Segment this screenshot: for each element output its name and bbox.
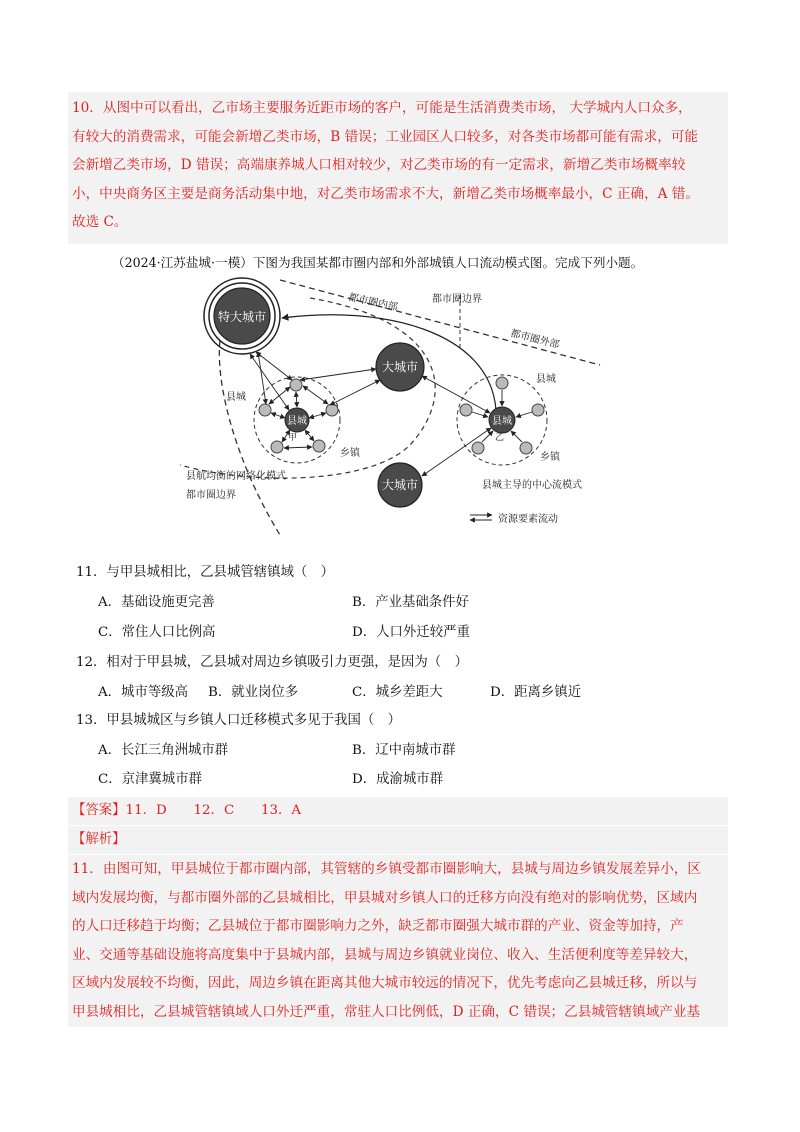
q11-option-b[interactable]: B．产业基础条件好 [352,595,469,610]
q13-option-c[interactable]: C．京津冀城市群 [98,772,202,787]
explanation-line-6: 甲县城相比，乙县城管辖镇域人口外迁严重，常驻人口比例低，D 正确，C 错误；乙县城管辖镇域产业基 [72,1003,701,1020]
explanation-line-4: 业、交通等基础设施将高度集中于县城内部，县城与周边乡镇就业岗位、收入、生活便利度等差异较大， [72,946,698,963]
label-central-mode: 县城主导的中心流模式 [482,480,582,491]
q12-option-c[interactable]: C．城乡差距大 [352,685,443,700]
question-12: 12．相对于甲县城，乙县城对周边乡镇吸引力更强，是因为（ ） [76,655,468,670]
yi-county-node [489,407,515,433]
metro-boundary-left [219,340,280,535]
population-flow-diagram [160,270,630,535]
q11-option-c[interactable]: C．常住人口比例高 [98,625,216,640]
label-metro-boundary-top: 都市圈边界 [432,294,482,305]
label-town-right: 乡镇 [540,452,560,463]
q12-option-d[interactable]: D．距离乡镇近 [490,685,582,700]
prev-line-4: 小，中央商务区主要是商务活动集中地，对乙类市场需求不大，新增乙类市场概率最小，C 正确，A 错。 [72,185,699,202]
label-metro-boundary-bottom: 都市圈边界 [186,490,236,501]
q11-option-a[interactable]: A．基础设施更完善 [98,595,215,610]
explanation-line-3: 的人口迁移趋于均衡；乙县城位于都市圈影响力之外，缺乏都市圈强大城市群的产业、资金等加持，产 [72,918,684,935]
explanation-block [68,855,728,1027]
q13-option-b[interactable]: B．辽中南城市群 [352,743,456,758]
megacity-node [204,278,280,354]
explanation-line-1: 11．由图可知，甲县城位于都市圈内部，其管辖的乡镇受都市圈影响大，县城与周边乡镇发展差异小，区 [72,861,702,877]
label-yi: 乙 [495,433,505,443]
q11-option-d[interactable]: D．人口外迁较严重 [352,625,470,640]
q12-option-b[interactable]: B．就业岗位多 [208,685,299,700]
legend-label: 资源要素流动 [498,514,558,525]
prev-line-1: 10．从图中可以看出，乙市场主要服务近距市场的客户，可能是生活消费类市场， 大学城内人口众多， [72,100,692,116]
label-jia: 甲 [288,433,298,443]
megacity-label: 特大城市 [217,310,267,324]
big-city-top-node [376,343,424,391]
prev-line-3: 会新增乙类市场，D 错误；高端康养城人口相对较少，对乙类市场的有一定需求，新增乙类市场概率较 [72,157,686,174]
label-county-right: 县城 [536,374,556,385]
q12-option-a[interactable]: A．城市等级高 [98,685,189,700]
previous-explanation [68,92,728,244]
label-balanced-mode: 县航均衡的网络化模式 [186,471,286,482]
svg-text:县城: 县城 [492,416,512,427]
prev-line-2: 有较大的消费需求，可能会新增乙类市场，B 错误；工业园区人口较多，对各类市场都可能有需求，可能 [72,128,699,145]
label-metro-outer: 都市圈外部 [509,328,561,352]
metro-boundary-line [280,280,600,365]
question-intro: （2024·江苏盐城·一模）下图为我国某都市圈内部和外部城镇人口流动模式图。完成下列小题。 [112,255,644,270]
prev-line-5: 故选 C。 [72,214,128,231]
question-13: 13．甲县城城区与乡镇人口迁移模式多见于我国（ ） [76,713,402,728]
label-town-left: 乡镇 [340,448,360,459]
answer-line: 【答案】11．D 12．C 13．A [68,797,728,825]
big-city-top-label: 大城市 [381,360,419,374]
q13-option-a[interactable]: A．长江三角洲城市群 [98,743,229,758]
q13-option-d[interactable]: D．成渝城市群 [352,772,444,787]
legend [470,515,492,520]
jia-flows [250,352,380,448]
explanation-line-5: 区域内发展较不均衡，因此，周边乡镇在距离其他大城市较远的情况下，优先考虑向乙县城迁移，所以与 [72,975,698,992]
label-county-left: 县城 [226,392,246,403]
analysis-label: 【解析】 [68,826,728,854]
explanation-line-2: 域内发展均衡，与都市圈外部的乙县城相比，甲县城对乡镇人口的迁移方向没有绝对的影响优势，区域内 [72,889,698,906]
big-city-bottom-node [378,463,422,507]
yi-flows [422,376,532,476]
big-city-bottom-label: 大城市 [381,478,419,492]
svg-text:县城: 县城 [287,416,307,427]
jia-county-node [285,408,309,432]
question-11: 11．与甲县城相比，乙县城管辖镇域（ ） [76,565,335,580]
label-metro-inner: 都市圈内部 [347,292,399,314]
